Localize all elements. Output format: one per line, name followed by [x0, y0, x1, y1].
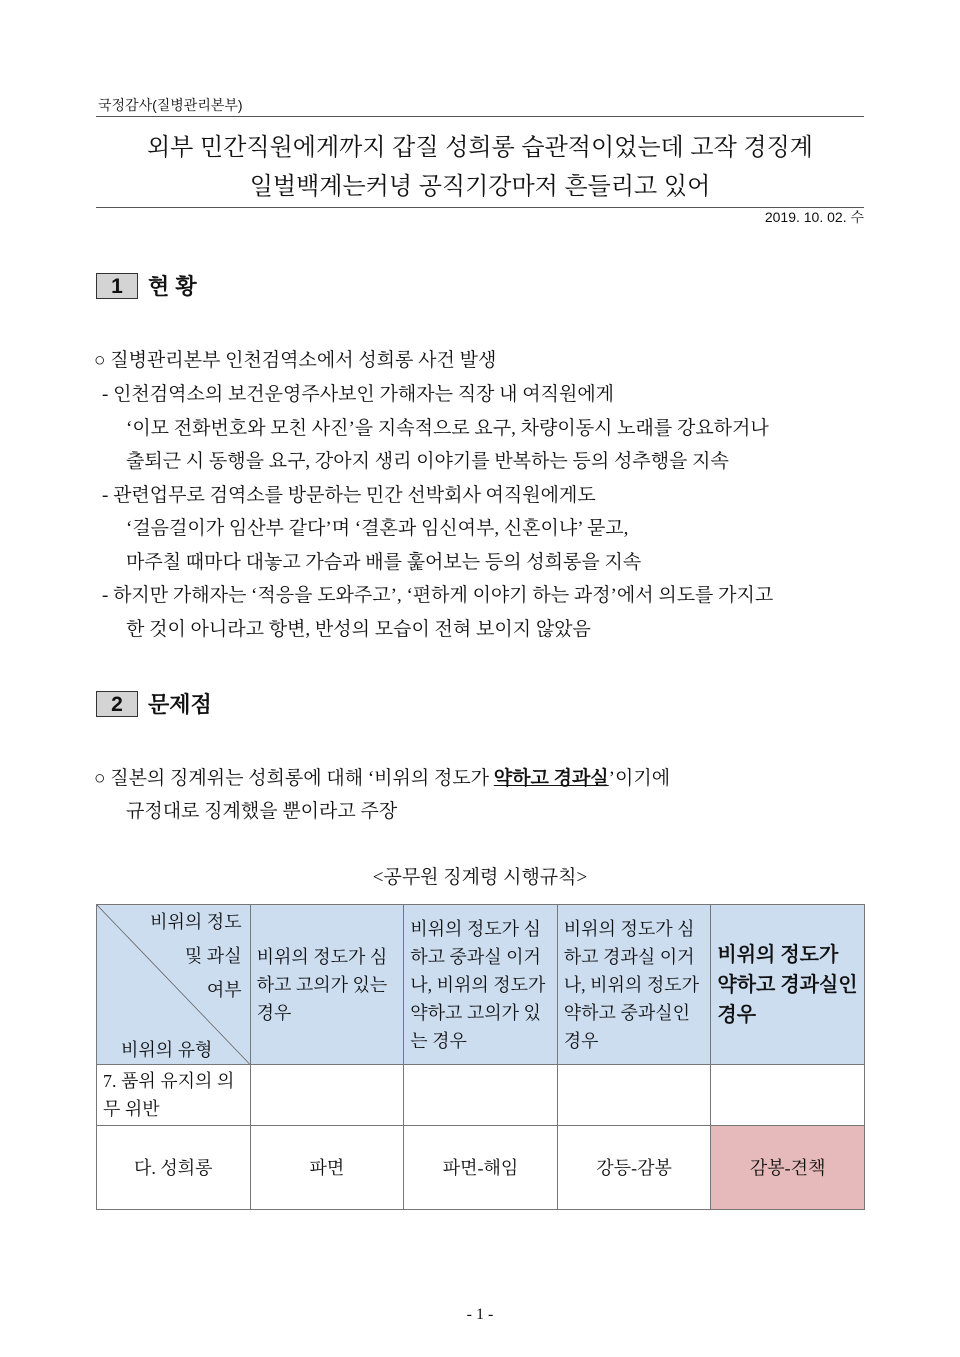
text-line: ‘걸음걸이가 임산부 같다’며 ‘결혼과 임신여부, 신혼이냐’ 묻고, [126, 518, 629, 539]
section-2-heading [96, 688, 212, 719]
bullet-line: ○ 질병관리본부 인천검역소에서 성희롱 사건 발생 [94, 350, 497, 371]
header-cell: 비위의 정도가 심하고 고의가 있는 경우 [250, 905, 404, 1065]
section-title: 문제점 [148, 692, 212, 717]
text-line: ‘이모 전화번호와 모친 사진’을 지속적으로 요구, 차량이동시 노래를 강요하거나 [126, 418, 769, 439]
table-cell [557, 1065, 711, 1126]
section-number: 1 [96, 273, 138, 299]
title-line-2: 일벌백계는커녕 공직기강마저 흔들리고 있어 [249, 173, 711, 200]
org-header: 국정감사(질병관리본부) [98, 97, 243, 113]
emphasis-text: 약하고 경과실 [493, 768, 609, 789]
bullet-line [94, 763, 670, 790]
section-number: 2 [96, 691, 138, 717]
corner-cell [97, 905, 251, 1065]
section-title: 현 황 [148, 274, 197, 299]
text-line: 규정대로 징계했을 뿐이라고 주장 [126, 801, 398, 822]
discipline-table [96, 904, 865, 1210]
row-label: 다. 성희롱 [97, 1126, 251, 1210]
corner-bottom-label: 비위의 유형 [121, 1040, 213, 1060]
table-row [97, 1126, 865, 1210]
text-line: 한 것이 아니라고 항변, 반성의 모습이 전혀 보이지 않았음 [126, 619, 591, 640]
header-cell: 비위의 정도가 약하고 경과실인 경우 [711, 905, 865, 1065]
row-label: 7. 품위 유지의 의무 위반 [97, 1065, 251, 1126]
text-line: 마주칠 때마다 대놓고 가슴과 배를 훑어보는 등의 성희롱을 지속 [126, 552, 642, 573]
table-row [97, 1065, 865, 1126]
divider [96, 116, 864, 117]
dash-line: - 관련업무로 검역소를 방문하는 민간 선박회사 여직원에게도 [102, 485, 596, 506]
table-cell [250, 1065, 404, 1126]
corner-top-label: 비위의 정도 및 과실 여부 [150, 912, 242, 1000]
divider [96, 207, 864, 208]
title-line-1: 외부 민간직원에게까지 갑질 성희롱 습관적이었는데 고작 경징계 [147, 134, 813, 161]
page-number: - 1 - [466, 1306, 494, 1323]
highlighted-cell: 감봉-견책 [711, 1126, 865, 1210]
table-cell: 파면 [250, 1126, 404, 1210]
table-cell [711, 1065, 865, 1126]
section-1-heading [96, 270, 197, 301]
table-cell: 강등-감봉 [557, 1126, 711, 1210]
header-cell: 비위의 정도가 심하고 중과실 이거나, 비위의 정도가 약하고 고의가 있는 경우 [404, 905, 558, 1065]
table-cell [404, 1065, 558, 1126]
table-header-row [97, 905, 865, 1065]
table-caption: <공무원 징계령 시행규칙> [372, 867, 588, 888]
header-cell: 비위의 정도가 심하고 경과실 이거나, 비위의 정도가 약하고 중과실인 경우 [557, 905, 711, 1065]
text: ○ 질본의 징계위는 성희롱에 대해 ‘비위의 정도가 [94, 768, 494, 789]
text: ’이기에 [608, 768, 671, 789]
dash-line: - 하지만 가해자는 ‘적응을 도와주고’, ‘편하게 이야기 하는 과정’에서 의도를 가지고 [102, 585, 774, 606]
text-line: 출퇴근 시 동행을 요구, 강아지 생리 이야기를 반복하는 등의 성추행을 지속 [126, 451, 729, 472]
date: 2019. 10. 02. 수 [764, 209, 864, 225]
table-cell: 파면-해임 [404, 1126, 558, 1210]
dash-line: - 인천검역소의 보건운영주사보인 가해자는 직장 내 여직원에게 [102, 384, 615, 405]
